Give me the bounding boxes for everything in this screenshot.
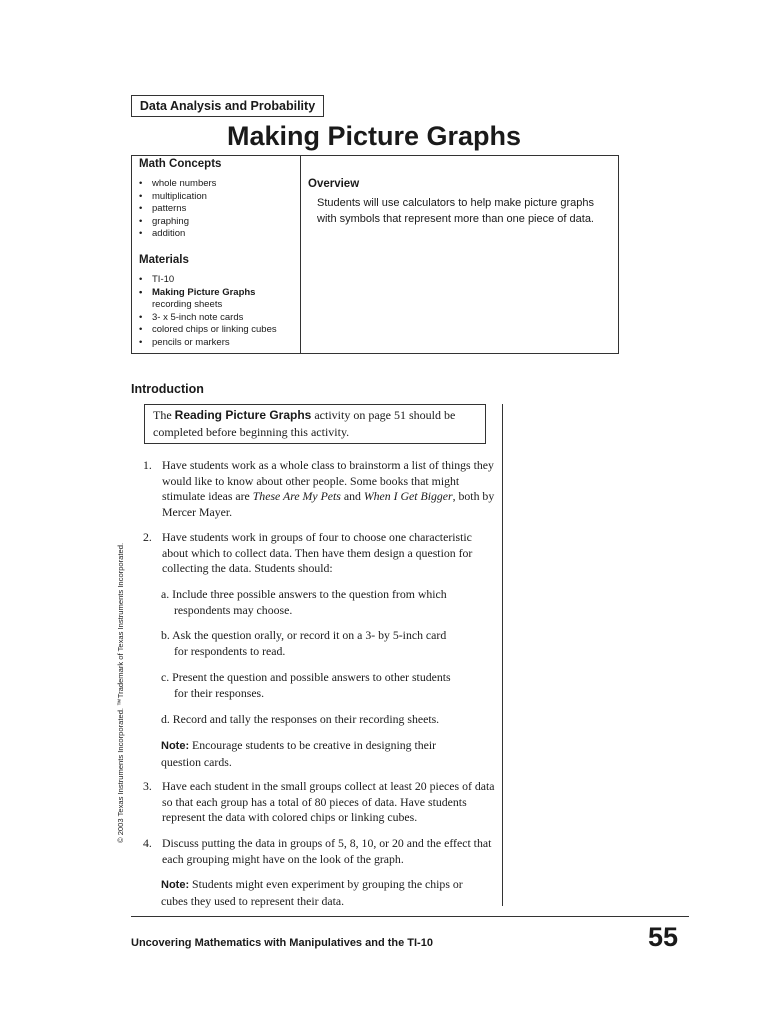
step-text — [162, 458, 496, 520]
substep-b — [161, 628, 483, 659]
list-item: • multiplication — [139, 191, 216, 204]
math-concepts-list — [139, 178, 216, 241]
substep-a — [161, 587, 483, 618]
step-text-part: , both by Mercer Mayer. — [162, 489, 495, 519]
page-title: Making Picture Graphs — [226, 121, 522, 151]
prereq-text: The — [153, 408, 175, 422]
prerequisite-box — [144, 404, 486, 444]
step-text: Have students work in groups of four to choose one characteristic about which to collect data. Then have them design a question for collecting the data. Students should: — [162, 530, 473, 575]
substep-c — [161, 670, 483, 701]
info-box — [131, 155, 619, 354]
step-number: 4. — [143, 836, 152, 850]
list-item: • graphing — [139, 216, 216, 229]
substep-line: c. Present the question and possible answers to other students — [161, 670, 451, 684]
prereq-text: activity on page 51 should be completed before beginning this activity. — [153, 408, 456, 439]
step-text: Have each student in the small groups collect at least 20 pieces of data so that each group has a total of 80 pieces of data. Have students represent the data with colored chips or linking cubes. — [162, 779, 495, 824]
step-text-part: and — [340, 489, 364, 503]
note-text: Encourage students to be creative in designing their question cards. — [161, 738, 437, 769]
list-item: • TI-10 — [139, 274, 277, 287]
introduction-heading: Introduction — [131, 382, 204, 396]
overview-text: Students will use calculators to help make picture graphs with symbols that represent more than one piece of data. — [317, 197, 594, 225]
substep-line: for their responses. — [174, 685, 265, 700]
substep-line: respondents may choose. — [174, 602, 293, 617]
footer-book-title: Uncovering Mathematics with Manipulatives and the TI-10 — [131, 937, 433, 949]
substep-d — [161, 712, 483, 728]
substep-line: d. Record and tally the responses on their recording sheets. — [161, 712, 440, 726]
step-2-note — [161, 738, 461, 770]
substep-line: b. Ask the question orally, or record it on a 3- by 5-inch card — [161, 628, 447, 642]
list-item: • addition — [139, 228, 216, 241]
list-item: • patterns — [139, 203, 216, 216]
step-4-note — [161, 877, 491, 909]
list-item: • whole numbers — [139, 178, 216, 191]
footer-rule — [131, 916, 689, 917]
activity-name: Reading Picture Graphs — [174, 408, 312, 422]
overview-heading: Overview — [308, 178, 360, 190]
note-text: Students might even experiment by grouping the chips or cubes they used to represent their data. — [161, 877, 463, 908]
note-label: Note: — [161, 740, 190, 752]
page-number: 55 — [648, 922, 679, 952]
step-text: Discuss putting the data in groups of 5, 8, 10, or 20 and the effect that each grouping might have on the look of the graph. — [162, 836, 492, 866]
list-item: • Making Picture Graphs — [139, 287, 277, 300]
info-box-divider — [300, 156, 301, 353]
materials-heading: Materials — [139, 254, 189, 266]
step-number: 3. — [143, 779, 152, 793]
list-item: • pencils or markers — [139, 337, 277, 350]
book-title: These Are My Pets — [252, 489, 341, 503]
copyright-notice: © 2003 Texas Instruments Incorporated. ™Trademark of Texas Instruments Incorporated. — [116, 542, 125, 843]
step-number: 2. — [143, 530, 152, 544]
math-concepts-heading: Math Concepts — [139, 158, 222, 170]
substep-line: for respondents to read. — [174, 643, 286, 658]
substep-line: a. Include three possible answers to the question from which — [161, 587, 447, 601]
list-item: • colored chips or linking cubes — [139, 324, 277, 337]
list-item-continuation: recording sheets — [152, 299, 223, 311]
step-number: 1. — [143, 458, 152, 472]
margin-rule — [502, 404, 503, 906]
section-label: Data Analysis and Probability — [131, 95, 324, 117]
step-text-part: Have students work as a whole class to brainstorm a list of things they would like to know about other people. Some books that might stimulate ideas are — [162, 458, 494, 503]
materials-list — [139, 274, 277, 350]
list-item: • 3- x 5-inch note cards — [139, 312, 277, 325]
book-title: When I Get Bigger — [363, 489, 453, 503]
note-label: Note: — [161, 879, 190, 891]
